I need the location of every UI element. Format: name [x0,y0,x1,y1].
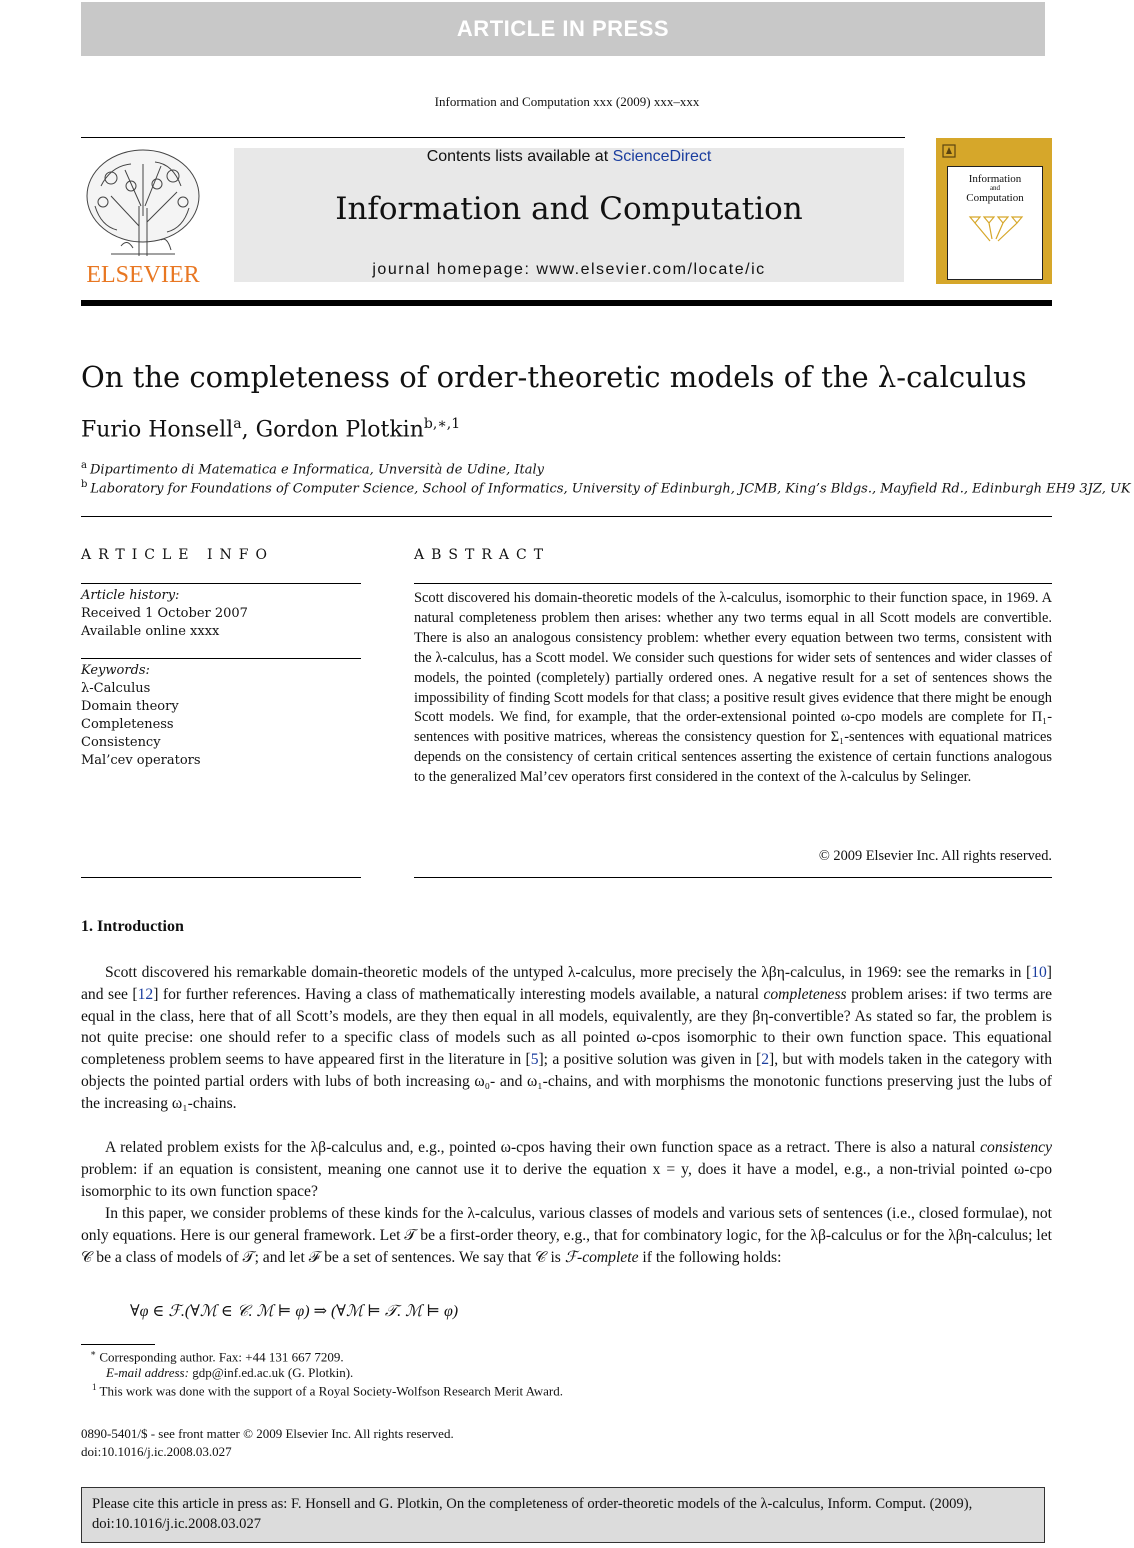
journal-homepage[interactable]: journal homepage: www.elsevier.com/locate/ic [372,261,766,278]
text-run: problem: if an equation is consistent, meaning one cannot use it to derive the equation x = y, does it have a model, e.g., a non-trivial pointed ω-cpo isomorphic to its own function space? [81,1160,1052,1200]
email-address[interactable]: gdp@inf.ed.ac.uk (G. Plotkin). [192,1365,354,1380]
contents-prefix: Contents lists available at [426,148,613,165]
footnote-email [106,1365,353,1381]
keyword-item: Domain theory [81,699,179,714]
author-name: Gordon Plotkin [255,417,424,443]
abstract-rule [414,583,1052,584]
history-label: Article history: [81,588,180,603]
cover-title-line-1: Information [968,173,1022,185]
abstract-copyright: © 2009 Elsevier Inc. All rights reserved. [818,848,1052,864]
section-heading: 1. Introduction [81,918,184,935]
issn-line: 0890-5401/$ - see front matter © 2009 Elsevier Inc. All rights reserved. [81,1426,454,1441]
keyword-item: λ-Calculus [81,681,151,696]
sciencedirect-link[interactable]: ScienceDirect [612,148,712,165]
reference-link[interactable]: 12 [137,985,154,1003]
received-date: Received 1 October 2007 [81,606,248,621]
cover-artwork-icon [966,213,1024,245]
cover-title [948,173,1042,204]
footnote-1 [92,1382,563,1399]
elsevier-wordmark: ELSEVIER [86,262,200,288]
footnote-mark: ∗ [90,1348,97,1358]
affiliation-text: Laboratory for Foundations of Computer Science, School of Informatics, University of Edinburgh, JCMB, King’s Bldgs., Mayfield Rd., Edinburgh EH9 3JZ, UK [90,481,1131,497]
abstract-heading: ABSTRACT [414,547,551,563]
affiliation-text: Dipartimento di Matematica e Informatica, Unversità de Udine, Italy [89,462,544,478]
reference-link[interactable]: 10 [1031,964,1047,981]
banner-text: ARTICLE IN PRESS [456,16,670,41]
text-run: A related problem exists for the λβ-calculus and, e.g., pointed ω-cpos having their own function space as a retract. There is also a natural [105,1139,981,1156]
keyword-item: Completeness [81,717,174,732]
footnote-text: Corresponding author. Fax: +44 131 667 7209. [99,1349,344,1365]
cover-publisher-icon [942,144,956,158]
author-affil-mark: b,∗,1 [423,416,461,432]
doi-line[interactable]: doi:10.1016/j.ic.2008.03.027 [81,1444,232,1459]
affiliation-mark: b [81,479,88,490]
journal-cover [936,138,1052,284]
text-run: In this paper, we consider problems of these kinds for the λ-calculus, various classes of models and various sets of sentences (i.e., closed formulae), not only equations. Here is our general framework. Let 𝒯 be a first-order theory, e.g., that for combinatory logic, for the λβ-calculus or for the λβη-calculus; let 𝒞 be a class of models of 𝒯; and let ℱ be a set of sentences. We say that 𝒞 is [81,1205,1052,1266]
header-separator-rule [81,516,1052,517]
masthead-bottom-rule [81,300,1052,306]
paper-title: On the completeness of order-theoretic models of the λ-calculus [81,360,1027,394]
author-list [81,416,460,442]
article-info-heading: ARTICLE INFO [81,547,274,563]
completeness-formula: ∀φ ∈ ℱ.(∀ℳ ∈ 𝒞. ℳ ⊨ φ) ⇒ (∀ℳ ⊨ 𝒯. ℳ ⊨ φ) [130,1303,459,1320]
emphasis: consistency [980,1139,1052,1156]
author-affil-mark: a [233,416,242,432]
article-in-press-banner [81,2,1045,56]
email-label: E-mail address: [106,1365,193,1380]
keywords-rule [81,658,361,659]
text-run: ] and see [ [81,964,1052,1003]
intro-paragraph-1 [81,962,1052,1115]
cover-title-line-3: Computation [966,192,1024,204]
abstract-text: Scott discovered his domain-theoretic models of the λ-calculus, isomorphic to their function space, in 1969. A natural completeness problem then arises: whether any two terms equal in all Scott models are convertible. There is also an analogous consistency problem: whether every equation between two terms, consistent with the λ-calculus, has a Scott model. We consider such questions for wider sets of sentences and wider classes of models, the pointed (completely) partially ordered ones. A negative result for a set of sentences shows the impossibility of finding Scott models for that class; a positive result gives evidence that there might be enough Scott models. We find, for example, that the order-extensional pointed ω-cpo models are complete for Π₁-sentences with positive matrices, whereas the consistency question for Σ₁-sentences with equational matrices depends on the consistency of certain critical sentences asserting the existence of certain functions analogous to the generalized Mal’cev operators first considered in the context of the λ-calculus by Selinger. [414,590,1052,786]
reference-link[interactable]: 2 [761,1051,770,1069]
footnote-mark: 1 [92,1382,97,1392]
footnote-corresponding [90,1348,344,1365]
intro-paragraph-2 [81,1137,1052,1202]
journal-name: Information and Computation [335,191,803,227]
contents-line [234,148,904,166]
cover-panel [947,166,1043,280]
keyword-item: Consistency [81,735,161,750]
author-separator: , [241,417,256,443]
citation-box: Please cite this article in press as: F. Honsell and G. Plotkin, On the completeness of order-theoretic models of the λ-calculus, Inform. Comput. (2009), doi:10.1016/j.ic.2008.03.027 [81,1487,1045,1543]
masthead-top-rule [81,137,905,138]
text-run: Scott discovered his remarkable domain-theoretic models of the untyped λ-calculus, more precisely the λβη-calculus, in 1969: see the remarks in [ [105,964,1032,981]
article-info-rule [81,583,361,584]
text-run: ]; a positive solution was given in [ [538,1051,762,1069]
keyword-item: Mal’cev operators [81,753,201,768]
affiliation-b [81,479,1131,496]
footnote-text: This work was done with the support of a Royal Society-Wolfson Research Merit Award. [99,1383,564,1399]
affiliation-mark: a [81,460,87,471]
available-online: Available online xxxx [81,624,220,639]
emphasis: ℱ-complete [564,1248,639,1266]
text-run: problem arises: if two terms are equal in the class, here that of all Scott’s models, are they then equal in all models, equivalently, are they βη-convertible? As stated so far, the problem is not quite precise: one should refer to a specific class of models such as all pointed ω-cpos isomorphic to their own function space. This equational completeness problem seems to have appeared first in the literature in [ [81,985,1053,1069]
cover-title-line-2: and [989,184,1001,192]
text-run: ], but with models taken in the category with objects the pointed partial orders with lubs of both increasing ω₀- and ω₁-chains, and with morphisms the monotonic functions preserving just the lubs of the increasing ω₁-chains. [81,1051,1052,1112]
intro-paragraph-3 [81,1203,1052,1268]
article-info-bottom-rule [81,877,361,878]
emphasis: completeness [763,985,847,1003]
affiliation-a [81,460,544,477]
journal-reference: Information and Computation xxx (2009) xxx–xxx [434,94,700,109]
footnote-rule [81,1344,155,1345]
author-name: Furio Honsell [81,417,234,443]
text-run: if the following holds: [638,1248,782,1266]
text-run: ] for further references. Having a class of mathematically interesting models available, a natural [153,985,764,1003]
keywords-label: Keywords: [81,663,150,678]
reference-link[interactable]: 5 [530,1051,539,1069]
abstract-bottom-rule [414,877,1052,878]
